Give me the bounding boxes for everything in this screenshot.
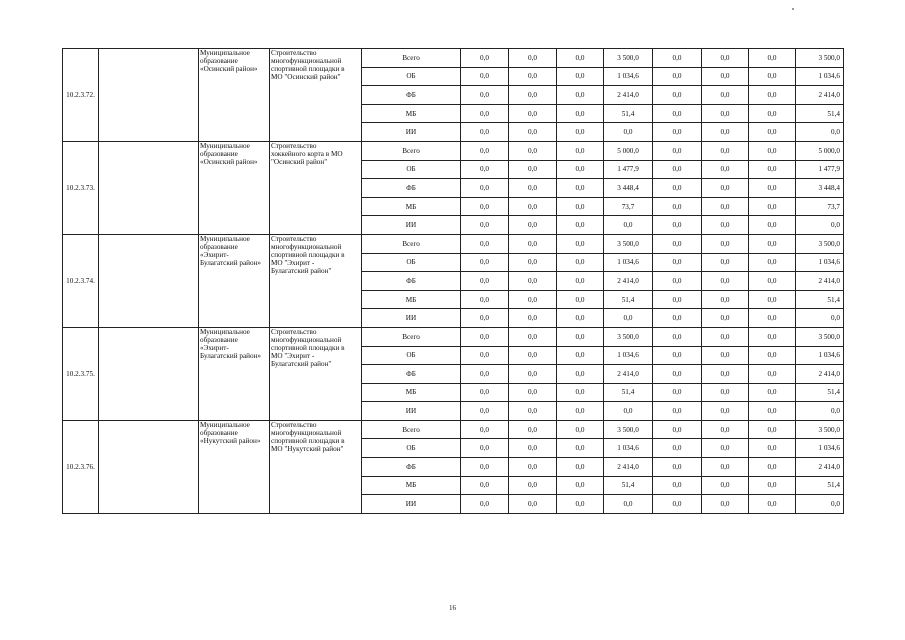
amount-cell: 0,0: [461, 67, 509, 86]
amount-cell: 0,0: [702, 272, 749, 291]
amount-cell: 51,4: [604, 290, 653, 309]
amount-cell: 0,0: [557, 309, 604, 328]
amount-cell: 0,0: [461, 439, 509, 458]
amount-cell: 2 414,0: [604, 365, 653, 384]
amount-cell: 0,0: [509, 309, 557, 328]
budget-table-body: [63, 49, 844, 514]
amount-cell: 0,0: [461, 86, 509, 105]
amount-cell: 1 034,6: [604, 253, 653, 272]
amount-cell: 0,0: [557, 383, 604, 402]
amount-cell: 0,0: [557, 327, 604, 346]
amount-cell: 0,0: [461, 327, 509, 346]
amount-cell: 0,0: [749, 104, 796, 123]
amount-cell: 1 034,6: [604, 346, 653, 365]
amount-cell: 0,0: [653, 179, 702, 198]
amount-cell: 0,0: [509, 383, 557, 402]
amount-cell: 0,0: [557, 67, 604, 86]
amount-cell: 0,0: [509, 476, 557, 495]
amount-cell: 3 500,0: [604, 49, 653, 68]
amount-cell: 0,0: [653, 49, 702, 68]
amount-cell: 0,0: [653, 439, 702, 458]
amount-cell: 3 500,0: [604, 327, 653, 346]
amount-cell: 0,0: [653, 234, 702, 253]
funding-source-label: ИИ: [362, 402, 461, 421]
amount-cell: 0,0: [702, 439, 749, 458]
organization-cell: Муниципальное образование «Эхирит- Булагатский район»: [199, 327, 270, 420]
funding-source-label: ИИ: [362, 123, 461, 142]
row-number: 10.2.3.75.: [63, 327, 99, 420]
amount-cell: 0,0: [702, 402, 749, 421]
amount-cell: 0,0: [702, 104, 749, 123]
funding-source-label: МБ: [362, 383, 461, 402]
amount-cell: 0,0: [653, 197, 702, 216]
amount-cell: 0,0: [749, 495, 796, 514]
amount-cell: 0,0: [749, 86, 796, 105]
amount-cell: 51,4: [796, 290, 844, 309]
funding-source-label: ОБ: [362, 439, 461, 458]
amount-cell: 0,0: [749, 365, 796, 384]
funding-source-label: ФБ: [362, 179, 461, 198]
amount-cell: 0,0: [509, 179, 557, 198]
amount-cell: 0,0: [653, 402, 702, 421]
amount-cell: 0,0: [749, 216, 796, 235]
amount-cell: 0,0: [702, 476, 749, 495]
amount-cell: 1 034,6: [604, 439, 653, 458]
row-number: 10.2.3.73.: [63, 141, 99, 234]
funding-source-label: Всего: [362, 420, 461, 439]
amount-cell: 0,0: [557, 365, 604, 384]
amount-cell: 3 500,0: [604, 234, 653, 253]
table-row: [63, 420, 844, 439]
amount-cell: 0,0: [557, 86, 604, 105]
amount-cell: 0,0: [557, 439, 604, 458]
amount-cell: 0,0: [509, 197, 557, 216]
amount-cell: 0,0: [461, 49, 509, 68]
description-cell: Строительство многофункциональной спортивной площадки в МО "Осинский район": [270, 49, 362, 142]
amount-cell: 0,0: [557, 290, 604, 309]
amount-cell: 0,0: [702, 327, 749, 346]
amount-cell: 0,0: [604, 216, 653, 235]
amount-cell: 0,0: [461, 216, 509, 235]
amount-cell: 3 500,0: [796, 234, 844, 253]
amount-cell: 0,0: [509, 234, 557, 253]
amount-cell: 51,4: [796, 104, 844, 123]
amount-cell: 0,0: [509, 346, 557, 365]
amount-cell: 0,0: [461, 197, 509, 216]
amount-cell: 0,0: [653, 141, 702, 160]
amount-cell: 0,0: [702, 383, 749, 402]
funding-source-label: ИИ: [362, 216, 461, 235]
amount-cell: 0,0: [653, 420, 702, 439]
amount-cell: 0,0: [749, 179, 796, 198]
amount-cell: 0,0: [461, 253, 509, 272]
amount-cell: 0,0: [749, 383, 796, 402]
amount-cell: 0,0: [749, 123, 796, 142]
table-row: [63, 234, 844, 253]
amount-cell: 0,0: [461, 160, 509, 179]
table-row: [63, 327, 844, 346]
amount-cell: 3 448,4: [796, 179, 844, 198]
amount-cell: 1 034,6: [796, 253, 844, 272]
empty-cell: [99, 234, 199, 327]
amount-cell: 0,0: [749, 402, 796, 421]
table-row: [63, 49, 844, 68]
amount-cell: 0,0: [702, 346, 749, 365]
amount-cell: 0,0: [653, 365, 702, 384]
amount-cell: 0,0: [749, 49, 796, 68]
amount-cell: 3 500,0: [796, 49, 844, 68]
amount-cell: 0,0: [557, 272, 604, 291]
amount-cell: 0,0: [702, 160, 749, 179]
description-cell: Строительство многофункциональной спортивной площадки в МО "Нукутский район": [270, 420, 362, 513]
amount-cell: 1 477,9: [604, 160, 653, 179]
funding-source-label: Всего: [362, 327, 461, 346]
funding-source-label: ФБ: [362, 272, 461, 291]
amount-cell: 0,0: [461, 458, 509, 477]
amount-cell: 0,0: [653, 123, 702, 142]
amount-cell: 0,0: [557, 420, 604, 439]
amount-cell: 51,4: [796, 476, 844, 495]
row-number: 10.2.3.76.: [63, 420, 99, 513]
amount-cell: 0,0: [653, 67, 702, 86]
amount-cell: 0,0: [509, 290, 557, 309]
amount-cell: 2 414,0: [796, 272, 844, 291]
amount-cell: 73,7: [796, 197, 844, 216]
amount-cell: 0,0: [749, 290, 796, 309]
amount-cell: 2 414,0: [796, 86, 844, 105]
amount-cell: 0,0: [509, 327, 557, 346]
amount-cell: 0,0: [702, 309, 749, 328]
amount-cell: 3 500,0: [604, 420, 653, 439]
organization-cell: Муниципальное образование «Нукутский район»: [199, 420, 270, 513]
amount-cell: 0,0: [702, 420, 749, 439]
amount-cell: 1 034,6: [796, 439, 844, 458]
organization-cell: Муниципальное образование «Осинский район»: [199, 141, 270, 234]
amount-cell: 0,0: [461, 234, 509, 253]
amount-cell: 0,0: [702, 216, 749, 235]
amount-cell: 0,0: [749, 458, 796, 477]
organization-cell: Муниципальное образование «Осинский район»: [199, 49, 270, 142]
amount-cell: 0,0: [557, 495, 604, 514]
amount-cell: 0,0: [653, 327, 702, 346]
amount-cell: 0,0: [557, 123, 604, 142]
amount-cell: 0,0: [557, 160, 604, 179]
amount-cell: 2 414,0: [796, 458, 844, 477]
amount-cell: 0,0: [461, 309, 509, 328]
description-cell: Строительство хоккейного корта в МО "Осинский район": [270, 141, 362, 234]
amount-cell: 0,0: [509, 67, 557, 86]
amount-cell: 0,0: [557, 476, 604, 495]
amount-cell: 0,0: [796, 123, 844, 142]
amount-cell: 0,0: [653, 495, 702, 514]
amount-cell: 0,0: [653, 383, 702, 402]
amount-cell: 0,0: [461, 179, 509, 198]
amount-cell: 0,0: [604, 123, 653, 142]
amount-cell: 0,0: [702, 86, 749, 105]
amount-cell: 0,0: [509, 495, 557, 514]
amount-cell: 0,0: [749, 309, 796, 328]
funding-source-label: ОБ: [362, 67, 461, 86]
amount-cell: 0,0: [557, 141, 604, 160]
amount-cell: 1 477,9: [796, 160, 844, 179]
amount-cell: 3 500,0: [796, 420, 844, 439]
funding-source-label: ИИ: [362, 309, 461, 328]
amount-cell: 0,0: [702, 67, 749, 86]
amount-cell: 0,0: [557, 197, 604, 216]
funding-source-label: ОБ: [362, 160, 461, 179]
amount-cell: 0,0: [461, 141, 509, 160]
amount-cell: 0,0: [796, 216, 844, 235]
amount-cell: 0,0: [653, 346, 702, 365]
row-number: 10.2.3.74.: [63, 234, 99, 327]
empty-cell: [99, 327, 199, 420]
amount-cell: 0,0: [749, 439, 796, 458]
page-number: 16: [449, 604, 456, 612]
funding-source-label: ОБ: [362, 253, 461, 272]
empty-cell: [99, 420, 199, 513]
amount-cell: 51,4: [604, 476, 653, 495]
amount-cell: 0,0: [509, 458, 557, 477]
empty-cell: [99, 49, 199, 142]
funding-source-label: Всего: [362, 49, 461, 68]
amount-cell: 2 414,0: [604, 272, 653, 291]
amount-cell: 0,0: [749, 272, 796, 291]
amount-cell: 0,0: [653, 160, 702, 179]
amount-cell: 0,0: [749, 160, 796, 179]
amount-cell: 0,0: [749, 253, 796, 272]
funding-source-label: Всего: [362, 234, 461, 253]
budget-table: [62, 48, 844, 514]
amount-cell: 0,0: [461, 383, 509, 402]
amount-cell: 0,0: [653, 272, 702, 291]
amount-cell: 0,0: [461, 476, 509, 495]
amount-cell: 3 500,0: [796, 327, 844, 346]
amount-cell: 0,0: [702, 197, 749, 216]
amount-cell: 0,0: [702, 253, 749, 272]
description-cell: Строительство многофункциональной спортивной площадки в МО "Эхирит - Булагатский район": [270, 234, 362, 327]
description-cell: Строительство многофункциональной спортивной площадки в МО "Эхирит - Булагатский район": [270, 327, 362, 420]
amount-cell: 0,0: [461, 346, 509, 365]
amount-cell: 0,0: [749, 346, 796, 365]
amount-cell: 0,0: [653, 253, 702, 272]
amount-cell: 0,0: [702, 49, 749, 68]
amount-cell: 0,0: [557, 234, 604, 253]
amount-cell: 1 034,6: [796, 67, 844, 86]
amount-cell: 0,0: [796, 495, 844, 514]
amount-cell: 0,0: [702, 458, 749, 477]
amount-cell: 0,0: [604, 495, 653, 514]
amount-cell: 0,0: [509, 141, 557, 160]
funding-source-label: ОБ: [362, 346, 461, 365]
amount-cell: 0,0: [653, 104, 702, 123]
funding-source-label: ФБ: [362, 86, 461, 105]
amount-cell: 0,0: [702, 179, 749, 198]
amount-cell: 0,0: [653, 86, 702, 105]
organization-cell: Муниципальное образование «Эхирит- Булагатский район»: [199, 234, 270, 327]
amount-cell: 0,0: [509, 160, 557, 179]
amount-cell: 0,0: [653, 216, 702, 235]
amount-cell: 0,0: [749, 327, 796, 346]
amount-cell: 0,0: [557, 216, 604, 235]
amount-cell: 0,0: [461, 402, 509, 421]
amount-cell: 0,0: [653, 290, 702, 309]
amount-cell: 0,0: [509, 104, 557, 123]
amount-cell: 0,0: [749, 67, 796, 86]
amount-cell: 0,0: [604, 309, 653, 328]
amount-cell: 1 034,6: [796, 346, 844, 365]
amount-cell: 0,0: [509, 86, 557, 105]
amount-cell: 0,0: [461, 104, 509, 123]
amount-cell: 0,0: [557, 253, 604, 272]
amount-cell: 0,0: [509, 402, 557, 421]
amount-cell: 0,0: [509, 49, 557, 68]
amount-cell: 0,0: [702, 234, 749, 253]
amount-cell: 0,0: [509, 123, 557, 142]
funding-source-label: ФБ: [362, 365, 461, 384]
amount-cell: 51,4: [604, 104, 653, 123]
amount-cell: 0,0: [461, 420, 509, 439]
amount-cell: 0,0: [461, 123, 509, 142]
row-number: 10.2.3.72.: [63, 49, 99, 142]
amount-cell: 2 414,0: [604, 86, 653, 105]
empty-cell: [99, 141, 199, 234]
amount-cell: 51,4: [604, 383, 653, 402]
amount-cell: 0,0: [749, 476, 796, 495]
scan-speck: [792, 8, 794, 10]
amount-cell: 2 414,0: [604, 458, 653, 477]
amount-cell: 0,0: [796, 309, 844, 328]
amount-cell: 0,0: [461, 495, 509, 514]
amount-cell: 0,0: [509, 439, 557, 458]
amount-cell: 0,0: [509, 216, 557, 235]
amount-cell: 0,0: [509, 365, 557, 384]
funding-source-label: МБ: [362, 197, 461, 216]
amount-cell: 73,7: [604, 197, 653, 216]
amount-cell: 0,0: [796, 402, 844, 421]
amount-cell: 2 414,0: [796, 365, 844, 384]
funding-source-label: Всего: [362, 141, 461, 160]
amount-cell: 0,0: [749, 197, 796, 216]
amount-cell: 0,0: [509, 272, 557, 291]
amount-cell: 0,0: [604, 402, 653, 421]
amount-cell: 0,0: [653, 309, 702, 328]
amount-cell: 0,0: [461, 272, 509, 291]
funding-source-label: МБ: [362, 104, 461, 123]
amount-cell: 0,0: [557, 458, 604, 477]
amount-cell: 0,0: [557, 179, 604, 198]
amount-cell: 0,0: [461, 290, 509, 309]
amount-cell: 0,0: [702, 495, 749, 514]
funding-source-label: МБ: [362, 476, 461, 495]
amount-cell: 0,0: [509, 253, 557, 272]
amount-cell: 0,0: [702, 141, 749, 160]
amount-cell: 1 034,6: [604, 67, 653, 86]
amount-cell: 0,0: [653, 476, 702, 495]
amount-cell: 0,0: [653, 458, 702, 477]
amount-cell: 0,0: [702, 365, 749, 384]
amount-cell: 0,0: [461, 365, 509, 384]
amount-cell: 0,0: [557, 402, 604, 421]
amount-cell: 0,0: [557, 104, 604, 123]
amount-cell: 0,0: [509, 420, 557, 439]
amount-cell: 5 000,0: [604, 141, 653, 160]
funding-source-label: МБ: [362, 290, 461, 309]
amount-cell: 0,0: [749, 234, 796, 253]
amount-cell: 0,0: [749, 420, 796, 439]
amount-cell: 5 000,0: [796, 141, 844, 160]
funding-source-label: ФБ: [362, 458, 461, 477]
amount-cell: 0,0: [702, 290, 749, 309]
funding-source-label: ИИ: [362, 495, 461, 514]
amount-cell: 0,0: [702, 123, 749, 142]
amount-cell: 0,0: [557, 49, 604, 68]
amount-cell: 51,4: [796, 383, 844, 402]
table-row: [63, 141, 844, 160]
amount-cell: 0,0: [749, 141, 796, 160]
amount-cell: 3 448,4: [604, 179, 653, 198]
amount-cell: 0,0: [557, 346, 604, 365]
